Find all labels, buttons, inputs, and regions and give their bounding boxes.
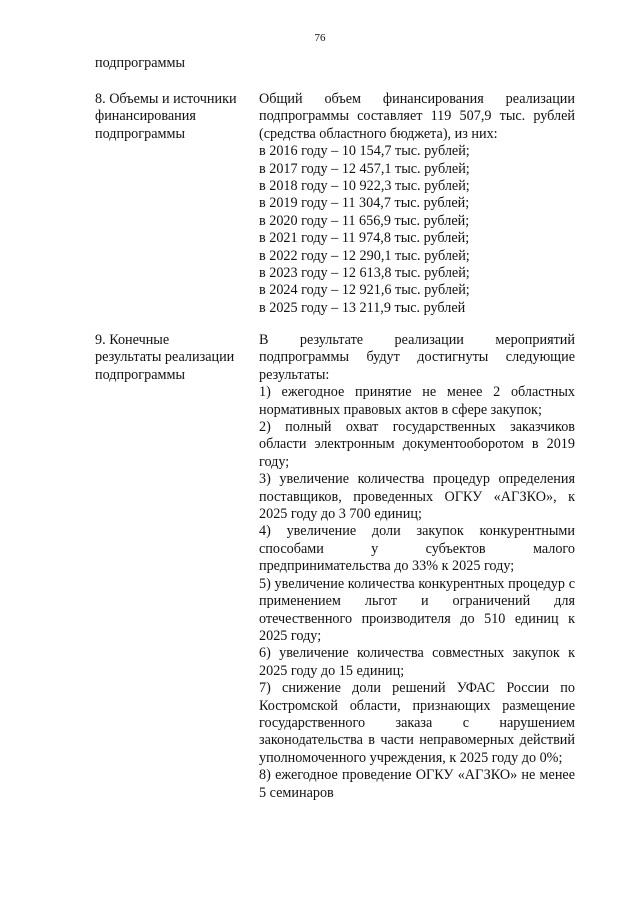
- financing-year-line: в 2022 году – 12 290,1 тыс. рублей;: [259, 247, 470, 264]
- section-9-intro: В результате реализации мероприятий подпрограммы будут достигнуты следующие результаты:: [259, 332, 575, 383]
- financing-year-line: в 2025 году – 13 211,9 тыс. рублей: [259, 299, 466, 316]
- financing-year-line: в 2019 году – 11 304,7 тыс. рублей;: [259, 195, 470, 212]
- financing-year-line: в 2020 году – 11 656,9 тыс. рублей;: [259, 212, 470, 229]
- result-item: 8) ежегодное проведение ОГКУ «АГЗКО» не менее 5 семинаров: [259, 767, 575, 801]
- result-item: 1) ежегодное принятие не менее 2 областных нормативных правовых актов в сфере закупок;: [259, 384, 575, 418]
- page-number: 76: [314, 32, 326, 44]
- section-8-content: [259, 91, 575, 317]
- financing-year-line: в 2017 году – 12 457,1 тыс. рублей;: [259, 160, 470, 177]
- section-8-label: 8. Объемы и источники финансирования подпрограммы: [95, 91, 237, 142]
- financing-year-line: в 2021 году – 11 974,8 тыс. рублей;: [259, 230, 470, 247]
- result-item: 5) увеличение количества конкурентных процедур с применением льгот и ограничений для отечественного производителя до 510 единиц к 2025 году;: [259, 575, 575, 644]
- section-9-content: [259, 332, 575, 802]
- result-item: 7) снижение доли решений УФАС России по Костромской области, признающих размещение государственного заказа с нарушением законодательства в части неправомерных действий уполномоченного учреждения, к 2025 году до 0%;: [259, 680, 575, 766]
- result-item: 6) увеличение количества совместных закупок к 2025 году до 15 единиц;: [259, 645, 575, 679]
- financing-year-line: в 2016 году – 10 154,7 тыс. рублей;: [259, 143, 470, 160]
- section-8-intro: Общий объем финансирования реализации подпрограммы составляет 119 507,9 тыс. рублей (средства областного бюджета), из них:: [259, 91, 575, 142]
- section-9-label: 9. Конечные результаты реализации подпрограммы: [95, 332, 235, 383]
- result-item: 3) увеличение количества процедур определения поставщиков, проведенных ОГКУ «АГЗКО», к 2025 году до 3 700 единиц;: [259, 471, 575, 523]
- financing-year-line: в 2024 году – 12 921,6 тыс. рублей;: [259, 282, 470, 299]
- result-item: 4) увеличение доли закупок конкурентными способами у субъектов малого предпринимательства до 33% к 2025 году;: [259, 523, 575, 575]
- financing-year-line: в 2023 году – 12 613,8 тыс. рублей;: [259, 265, 470, 282]
- continuation-text: подпрограммы: [95, 55, 185, 71]
- result-item: 2) полный охват государственных заказчиков области электронным документооборотом в 2019 году;: [259, 419, 575, 470]
- financing-year-line: в 2018 году – 10 922,3 тыс. рублей;: [259, 178, 470, 195]
